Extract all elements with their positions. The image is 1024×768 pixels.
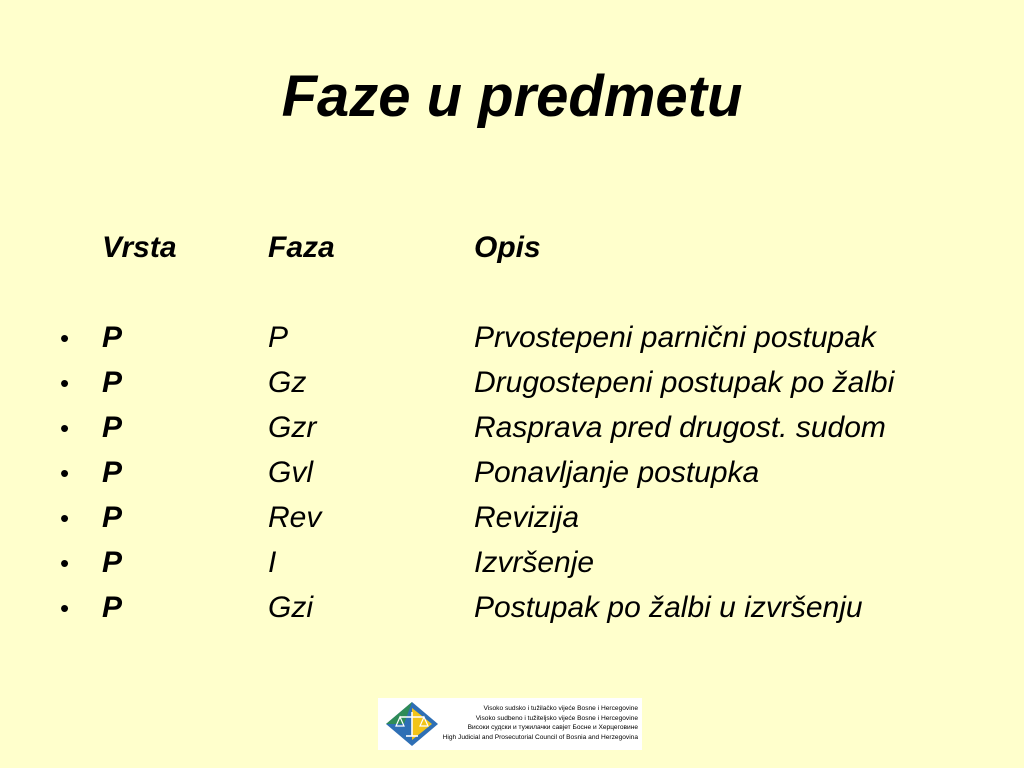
list-item	[0, 498, 1024, 538]
row-opis: Postupak po žalbi u izvršenju	[474, 591, 863, 624]
row-faza: Gzi	[268, 591, 313, 624]
council-name-line: Visoko sudsko i tužilačko vijeće Bosne i Hercegovine	[483, 705, 638, 712]
table-header	[0, 228, 1024, 268]
list-item	[0, 363, 1024, 403]
list-item	[0, 408, 1024, 448]
bullet-icon: •	[60, 368, 70, 398]
row-vrsta: P	[102, 321, 123, 354]
bullet-icon: •	[60, 323, 70, 353]
row-faza: I	[268, 546, 277, 579]
row-faza: Gvl	[268, 456, 313, 489]
row-opis: Ponavljanje postupka	[474, 456, 760, 489]
council-name-line: Високи судски и тужилачки савјет Босне и Херцеговине	[467, 724, 638, 732]
list-item	[0, 453, 1024, 493]
row-vrsta: P	[102, 591, 123, 624]
row-opis: Revizija	[474, 501, 580, 534]
list-item	[0, 543, 1024, 583]
list-item	[0, 318, 1024, 358]
bullet-icon: •	[60, 593, 70, 623]
row-faza: Gz	[268, 366, 307, 399]
row-opis: Drugostepeni postupak po žalbi	[474, 366, 895, 399]
council-name	[440, 704, 638, 742]
council-name-line: High Judicial and Prosecutorial Council of Bosnia and Herzegovina	[442, 733, 638, 741]
row-vrsta: P	[102, 501, 123, 534]
row-faza: P	[268, 321, 289, 354]
council-logo	[378, 698, 642, 750]
bullet-icon: •	[60, 413, 70, 443]
slide-title: Faze u predmetu	[281, 64, 743, 129]
header-vrsta: Vrsta	[102, 231, 177, 264]
row-opis: Rasprava pred drugost. sudom	[474, 411, 886, 444]
header-opis: Opis	[474, 231, 541, 264]
scales-emblem-icon	[384, 700, 440, 748]
row-vrsta: P	[102, 546, 123, 579]
bullet-icon: •	[60, 503, 70, 533]
row-vrsta: P	[102, 456, 123, 489]
row-opis: Prvostepeni parnični postupak	[474, 321, 876, 354]
row-opis: Izvršenje	[474, 546, 595, 579]
header-faza: Faza	[268, 231, 335, 264]
row-faza: Gzr	[268, 411, 317, 444]
row-vrsta: P	[102, 366, 123, 399]
bullet-icon: •	[60, 458, 70, 488]
row-faza: Rev	[268, 501, 322, 534]
council-name-line: Visoko sudbeno i tužiteljsko vijeće Bosne i Hercegovine	[475, 714, 638, 722]
row-vrsta: P	[102, 411, 123, 444]
bullet-icon: •	[60, 548, 70, 578]
list-item	[0, 588, 1024, 628]
